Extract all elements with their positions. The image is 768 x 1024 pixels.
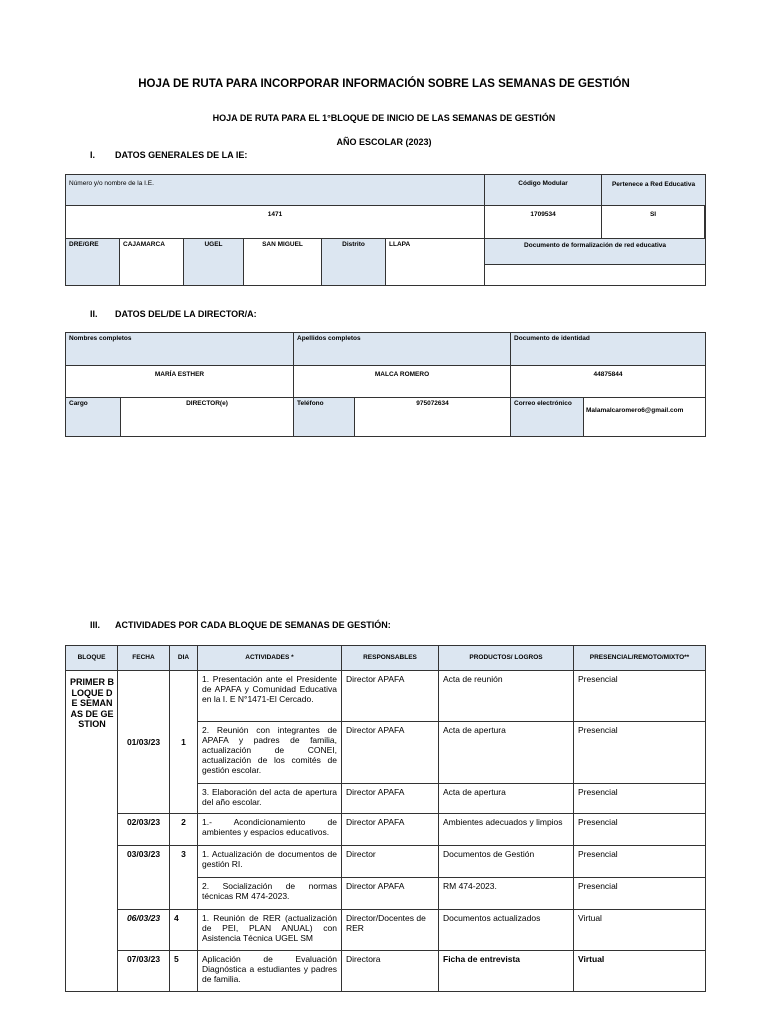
header-responsables: RESPONSABLES [342,646,439,671]
section-3-number: III. [90,620,101,630]
actividad-7: 1. Reunión de RER (actualización de PEI, PLAN ANUAL) con Asistencia Técnica UGEL SM [198,910,342,951]
table-row [66,846,706,878]
dia-3: 3 [170,846,198,910]
distrito-value: LLAPA [386,239,485,286]
red-educativa-cell [602,206,706,239]
actividad-2: 2. Reunión con integrantes de APAFA y padres de familia, actualización de CONEI, actualización de los comités de gestión escolar. [198,722,342,784]
activities-header-row [66,646,706,671]
telefono-value: 975072634 [355,398,511,437]
fecha-5: 07/03/23 [118,951,170,992]
producto-6: RM 474-2023. [439,878,574,910]
fecha-1: 01/03/23 [118,671,170,814]
section-2-title: DATOS DEL/DE LA DIRECTOR/A: [115,309,257,319]
director-data-table [65,332,706,437]
fecha-2: 02/03/23 [118,814,170,846]
modalidad-5: Presencial [574,846,706,878]
responsable-3: Director APAFA [342,784,439,814]
section-2-heading [90,309,257,319]
modalidad-4: Presencial [574,814,706,846]
section-3-heading [90,620,391,630]
responsable-6: Director APAFA [342,878,439,910]
actividad-5: 1. Actualización de documentos de gestión RI. [198,846,342,878]
dia-5: 5 [170,951,198,992]
section-1-number: I. [90,150,96,160]
producto-7: Documentos actualizados [439,910,574,951]
actividad-3: 3. Elaboración del acta de apertura del año escolar. [198,784,342,814]
telefono-label: Teléfono [294,398,355,437]
header-fecha: FECHA [118,646,170,671]
ie-general-data-table [65,174,706,286]
responsable-5: Director [342,846,439,878]
producto-3: Acta de apertura [439,784,574,814]
responsable-1: Director APAFA [342,671,439,722]
actividad-1: 1. Presentación ante el Presidente de APAFA y Comunidad Educativa en la I. E N°1471-El Cercado. [198,671,342,722]
producto-1: Acta de reunión [439,671,574,722]
modalidad-6: Presencial [574,878,706,910]
dia-1: 1 [170,671,198,814]
producto-2: Acta de apertura [439,722,574,784]
modalidad-3: Presencial [574,784,706,814]
document-subtitle: HOJA DE RUTA PARA EL 1°BLOQUE DE INICIO DE LAS SEMANAS DE GESTIÓN [212,113,556,123]
distrito-label: Distrito [322,239,386,286]
responsable-4: Director APAFA [342,814,439,846]
actividad-6: 2. Socialización de normas técnicas RM 474-2023. [198,878,342,910]
cargo-value: DIRECTOR(e) [121,398,294,437]
dia-2: 2 [170,814,198,846]
activities-table [65,645,706,992]
header-productos: PRODUCTOS/ LOGROS [439,646,574,671]
document-title: HOJA DE RUTA PARA INCORPORAR INFORMACIÓN SOBRE LAS SEMANAS DE GESTIÓN [138,78,630,90]
apellidos-value: MALCA ROMERO [294,366,511,398]
doc-red-cell [485,239,706,286]
fecha-3: 03/03/23 [118,846,170,910]
doc-red-value [485,265,705,285]
ugel-label: UGEL [184,239,244,286]
section-1-title: DATOS GENERALES DE LA IE: [115,150,248,160]
modalidad-7: Virtual [574,910,706,951]
modalidad-8: Virtual [574,951,706,992]
actividad-4: 1.- Acondicionamiento de ambientes y espacios educativos. [198,814,342,846]
header-bloque: BLOQUE [66,646,118,671]
codigo-modular-label: Código Modular [485,175,602,206]
section-3-title: ACTIVIDADES POR CADA BLOQUE DE SEMANAS DE GESTIÓN: [115,620,391,630]
header-dia: DIA [170,646,198,671]
responsable-8: Directora [342,951,439,992]
documento-label: Documento de identidad [511,333,706,366]
nombres-value: MARÍA ESTHER [66,366,294,398]
producto-8: Ficha de entrevista [439,951,574,992]
nombres-label: Nombres completos [66,333,294,366]
table-row [66,814,706,846]
actividad-8: Aplicación de Evaluación Diagnóstica a estudiantes y padres de familia. [198,951,342,992]
correo-label: Correo electrónico [511,398,584,437]
producto-5: Documentos de Gestión [439,846,574,878]
correo-value: Malamalcaromero6@gmail.com [584,398,706,437]
documento-value: 44875844 [511,366,706,398]
doc-red-label: Documento de formalización de red educativa [485,239,705,265]
fecha-4: 06/03/23 [118,910,170,951]
bloque-cell [66,671,118,992]
school-year: AÑO ESCOLAR (2023) [336,137,432,147]
cargo-label: Cargo [66,398,121,437]
red-educativa-label: Pertenece a Red Educativa [602,175,706,206]
section-1-heading [90,150,247,160]
ugel-value: SAN MIGUEL [244,239,322,286]
ie-name-label: Número y/o nombre de la I.E. [66,175,485,206]
table-row [66,671,706,722]
modalidad-2: Presencial [574,722,706,784]
apellidos-label: Apellidos completos [294,333,511,366]
bloque-value: PRIMER BLOQUE DE SEMANAS DE GESTION [70,677,115,729]
modalidad-1: Presencial [574,671,706,722]
dre-value: CAJAMARCA [120,239,184,286]
red-educativa-value: SI [602,206,705,238]
ie-name-value: 1471 [66,206,485,239]
dre-label: DRE/GRE [66,239,120,286]
header-modalidad: PRESENCIAL/REMOTO/MIXTO** [574,646,706,671]
header-actividades: ACTIVIDADES * [198,646,342,671]
responsable-2: Director APAFA [342,722,439,784]
codigo-modular-value: 1709534 [485,206,602,239]
dia-4: 4 [170,910,198,951]
section-2-number: II. [90,309,98,319]
responsable-7: Director/Docentes de RER [342,910,439,951]
table-row [66,910,706,951]
table-row [66,951,706,992]
producto-4: Ambientes adecuados y limpios [439,814,574,846]
